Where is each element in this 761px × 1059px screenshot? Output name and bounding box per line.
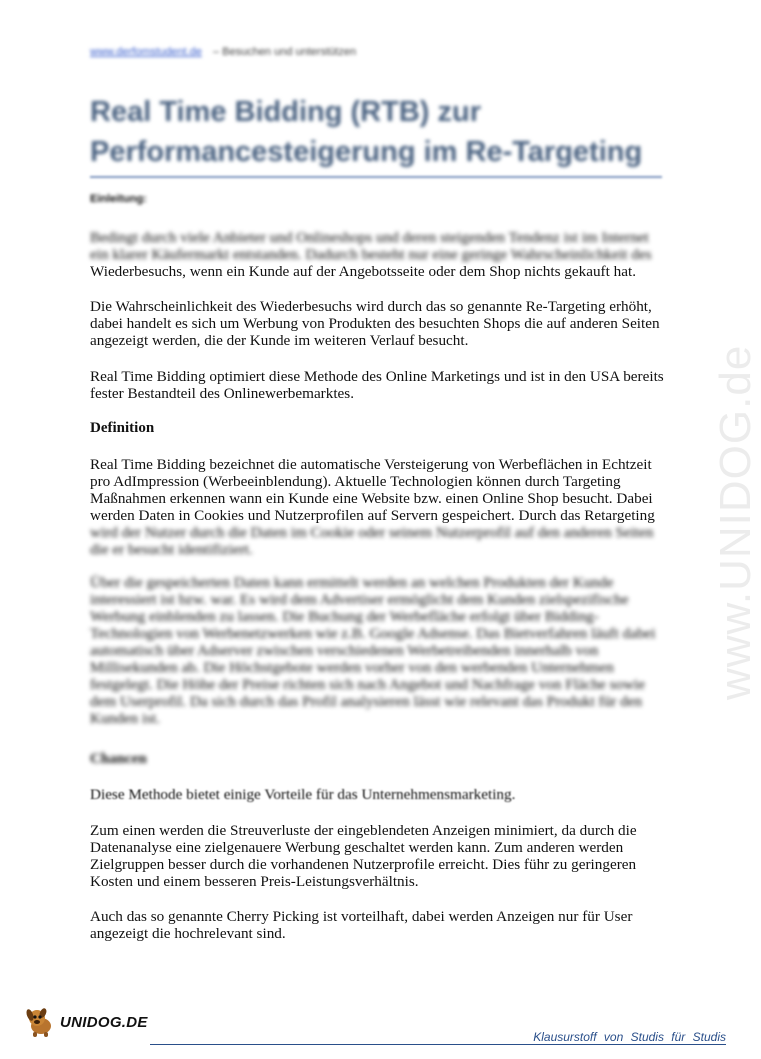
watermark: www.UNIDOG.de <box>711 344 760 700</box>
intro-p2: Die Wahrscheinlichkeit des Wiederbesuchs wird durch das so genannte Re-Targeting erhöht, dabei handelt es sich um Werbung von Produkten des besuchten Shops die auf anderen Seiten angezeigt werden, die der Kunde im weiteren Verlauf besucht. <box>90 298 660 349</box>
intro-p1-blurred-line2: ein klarer Käufermarkt entstanden. Dadurch besteht nur eine geringe Wahrscheinlichkeit des <box>90 246 652 263</box>
header-tail: – Besuchen und unterstützen <box>212 46 357 58</box>
document-title: Real Time Bidding (RTB) zur Performancesteigerung im Re-Targeting <box>90 96 643 168</box>
logo-text: UNIDOG.DE <box>60 1013 148 1031</box>
footer-tagline: Klausurstoff von Studis für Studis <box>533 1030 726 1044</box>
intro-p1-visible: Wiederbesuchs, wenn ein Kunde auf der Angebotsseite oder dem Shop nichts gekauft hat. <box>90 263 636 280</box>
definition-heading: Definition <box>90 420 155 436</box>
chancen-p1: Diese Methode bietet einige Vorteile für das Unternehmensmarketing. <box>90 786 516 803</box>
intro-heading: Einleitung: <box>90 193 147 205</box>
header-link[interactable]: www.derfomstudent.de <box>90 46 202 58</box>
chancen-heading: Chancen <box>90 751 147 767</box>
definition-p2-blurred: Über die gespeicherten Daten kann ermittelt werden an welchen Produkten der Kunde interessiert ist bzw. war. Es wird dem Advertiser ermöglicht dem Kunden zielspezifische Werbung einblenden zu lassen. Die Buchung der Werbefläche erfolgt über Bidding-Technologien von Werbenetzwerken wie z.B. Google Adsense. Das Bietverfahren läuft dabei automatisch über Adserver zwischen verschiedenen Werbetreibenden innerhalb von Millisekunden ab. Die Höchstgebote werden vorher von den werbenden Unternehmen festgelegt. Die Höhe der Preise richten sich nach Angebot und Nachfrage von Fläche sowie dem Userprofil. Da sich durch das Profil analysieren lässt wie relevant das Produkt für den Kunden ist. <box>90 574 656 727</box>
chancen-p3: Auch das so genannte Cherry Picking ist vorteilhaft, dabei werden Anzeigen nur für User angezeigt die hochrelevant sind. <box>90 908 633 942</box>
chancen-p2: Zum einen werden die Streuverluste der eingeblendeten Anzeigen minimiert, da durch die Datenanalyse eine zielgenauere Werbung geschaltet werden kann. Zum anderen werden Zielgruppen besser durch die vorhandenen Nutzerprofile erreicht. Dies führ zu geringeren Kosten und einem besseren Preis-Leistungsverhältnis. <box>90 822 637 890</box>
definition-p1-blurred: wird der Nutzer durch die Daten im Cookie oder seinem Nutzerprofil auf den anderen Seiten die er besucht identifiziert. <box>90 524 654 558</box>
dog-icon <box>24 1005 58 1039</box>
footer-rule <box>150 1044 726 1045</box>
intro-p3: Real Time Bidding optimiert diese Methode des Online Marketings und ist in den USA bereits fester Bestandteil des Onlinewerbemarktes. <box>90 368 664 402</box>
header-line <box>90 46 356 58</box>
definition-p1-visible: Real Time Bidding bezeichnet die automatische Versteigerung von Werbeflächen in Echtzeit pro AdImpression (Werbeeinblendung). Aktuelle Technologien können durch Targeting Maßnahmen erkennen wann ein Kunde eine Website bzw. einen Online Shop besucht. Dabei werden Daten in Cookies und Nutzerprofilen auf Servern gespeichert. Durch das Retargeting <box>90 456 655 524</box>
title-underline <box>90 176 662 178</box>
unidog-logo[interactable] <box>24 1005 148 1039</box>
intro-p1-blurred-line1: Bedingt durch viele Anbieter und Onlineshops und deren steigenden Tendenz ist im Internet <box>90 229 649 246</box>
